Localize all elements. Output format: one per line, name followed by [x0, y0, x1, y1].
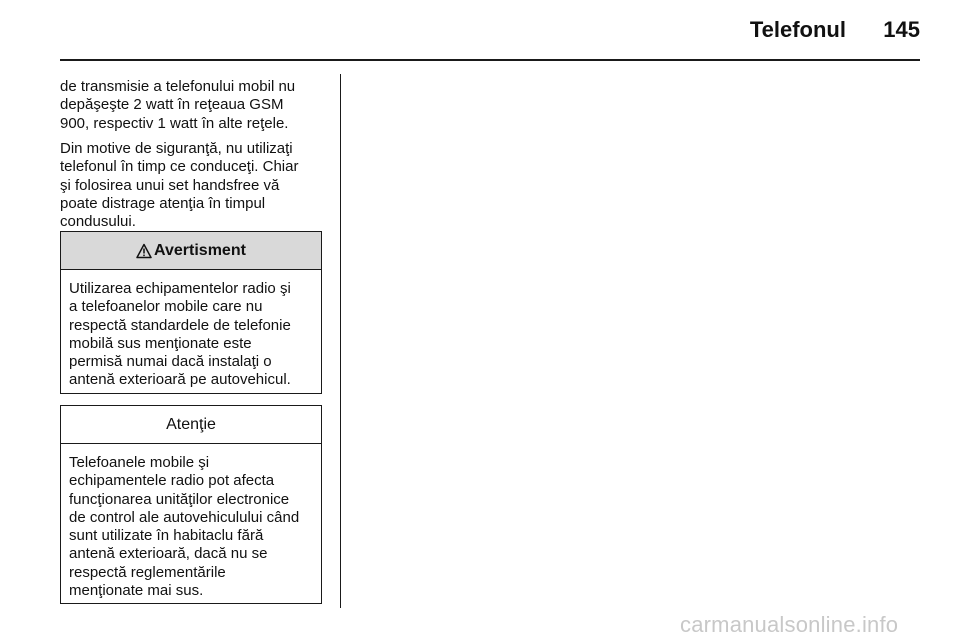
caution-box-title: Atenţie [166, 415, 216, 433]
header-divider [60, 59, 920, 61]
caution-box-header [61, 406, 321, 444]
page-number: 145 [883, 17, 920, 42]
caution-box [60, 405, 322, 604]
body-paragraph-transmission-power: de transmisie a telefonului mobil nu depăşeşte 2 watt în reţeaua GSM 900, respectiv 1 watt în alte reţele. [60, 78, 296, 132]
body-paragraph-safety: Din motive de siguranţă, nu utilizaţi telefonul în timp ce conduceţi. Chiar şi folosirea unui set handsfree vă poate distrage atenţia în timpul condusului. [60, 140, 299, 231]
watermark: carmanualsonline.info [680, 612, 899, 637]
warning-triangle-icon [136, 243, 152, 259]
caution-box-text: Telefoanele mobile şi echipamentele radio pot afecta funcţionarea unităţilor electronice de control ale autovehiculului când sunt utilizate în habitaclu fără antenă exterioară, dacă nu se respectă reglementările menţionate mai sus. [69, 454, 300, 600]
column-divider [340, 74, 341, 608]
warning-box [60, 231, 322, 394]
warning-box-title: Avertisment [154, 241, 246, 259]
warning-box-header [61, 232, 321, 270]
warning-box-text: Utilizarea echipamentelor radio şi a telefoanelor mobile care nu respectă standardele de telefonie mobilă sus menţionate este permisă numai dacă instalaţi o antenă exterioară pe autovehicul. [69, 280, 291, 389]
page-header-title: Telefonul [749, 17, 846, 42]
